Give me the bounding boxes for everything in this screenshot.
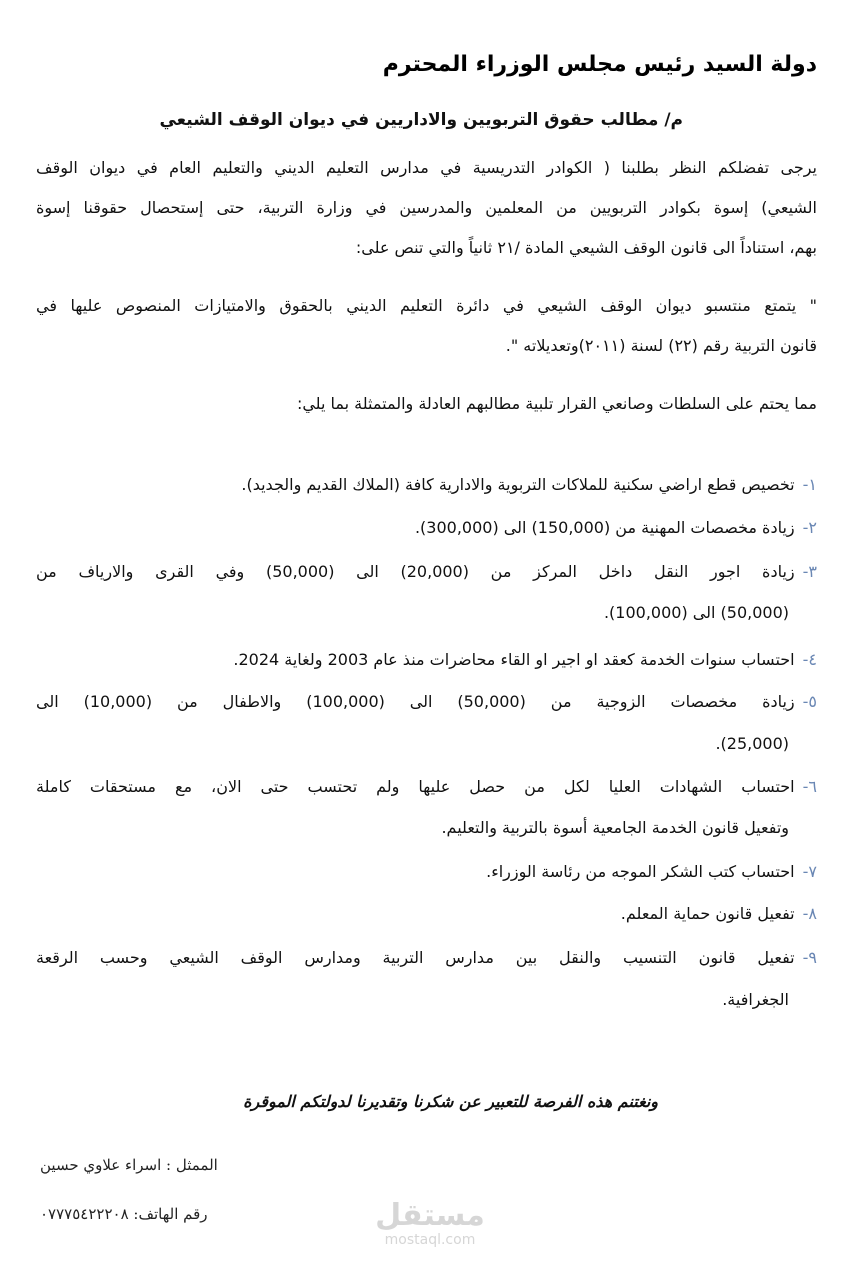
demand-text: زيادة مخصصات المهنية من (150,000) الى (300,000). bbox=[414, 518, 795, 537]
intro-line: بهم، استناداً الى قانون الوقف الشيعي المادة /٢١ ثانياً والتي تنص على: bbox=[355, 238, 817, 257]
demand-item-5 bbox=[36, 692, 817, 711]
demand-text: زيادة اجور النقل داخل المركز من (20,000) الى (50,000) وفي القرى والارياف من bbox=[36, 562, 795, 581]
demand-item-1 bbox=[241, 475, 817, 494]
demand-item-3-cont: (50,000) الى (100,000). bbox=[603, 603, 789, 622]
list-number: ٩- bbox=[802, 948, 817, 967]
demand-text: احتساب الشهادات العليا لكل من حصل عليها ولم تحتسب حتى الان، مع مستحقات كاملة bbox=[36, 777, 795, 796]
intro-line: يرجى تفضلكم النظر بطلبنا ( الكوادر التدريسية في مدارس التعليم الديني والتعليم العام في ديوان الوقف bbox=[36, 158, 817, 177]
list-number: ٣- bbox=[802, 562, 817, 581]
demand-text: تخصيص قطع اراضي سكنية للملاكات التربوية والادارية كافة (الملاك القديم والجديد). bbox=[241, 475, 795, 494]
list-number: ٧- bbox=[802, 862, 817, 881]
demand-item-5-cont: (25,000). bbox=[715, 734, 789, 753]
demand-item-7 bbox=[486, 862, 817, 881]
watermark-arabic: مستقل bbox=[375, 1198, 485, 1233]
phone-number: رقم الهاتف: ٠٧٧٧٥٤٢٢٢٠٨ bbox=[40, 1205, 208, 1223]
demand-item-6 bbox=[36, 777, 817, 796]
mostaql-watermark bbox=[365, 1200, 495, 1248]
demand-item-9-cont: الجغرافية. bbox=[722, 990, 789, 1009]
letter-subject: م/ مطالب حقوق التربويين والاداريين في ديوان الوقف الشيعي bbox=[159, 110, 683, 130]
demand-item-9 bbox=[36, 948, 817, 967]
list-number: ٨- bbox=[802, 904, 817, 923]
demand-text: تفعيل قانون حماية المعلم. bbox=[620, 904, 795, 923]
list-number: ١- bbox=[802, 475, 817, 494]
watermark-domain: mostaql.com bbox=[384, 1232, 476, 1248]
intro-line: الشيعي) إسوة بكوادر التربويين من المعلمين والمدرسين في وزارة التربية، حتى إستحصال حقوقنا إسوة bbox=[36, 198, 817, 217]
closing-statement: ونغتنم هذه الفرصة للتعبير عن شكرنا وتقديرنا لدولتكم الموقرة bbox=[243, 1092, 658, 1111]
demand-text: زيادة مخصصات الزوجية من (50,000) الى (100,000) والاطفال من (10,000) الى bbox=[36, 692, 795, 711]
quote-line: قانون التربية رقم (٢٢) لسنة (٢٠١١)وتعديلاته ". bbox=[505, 336, 817, 355]
demand-item-4 bbox=[233, 650, 817, 669]
demand-text: تفعيل قانون التنسيب والنقل بين مدارس التربية ومدارس الوقف الشيعي وحسب الرقعة bbox=[36, 948, 795, 967]
lead-in-text: مما يحتم على السلطات وصانعي القرار تلبية مطالبهم العادلة والمتمثلة بما يلي: bbox=[296, 394, 817, 413]
list-number: ٢- bbox=[802, 518, 817, 537]
letter-title: دولة السيد رئيس مجلس الوزراء المحترم bbox=[382, 52, 817, 77]
list-number: ٤- bbox=[802, 650, 817, 669]
demand-item-3 bbox=[36, 562, 817, 581]
representative-name: الممثل : اسراء علاوي حسين bbox=[40, 1156, 218, 1174]
quote-line: " يتمتع منتسبو ديوان الوقف الشيعي في دائرة التعليم الديني بالحقوق والامتيازات المنصوص عليها في bbox=[36, 296, 817, 315]
demand-text: احتساب كتب الشكر الموجه من رئاسة الوزراء. bbox=[486, 862, 795, 881]
list-number: ٦- bbox=[802, 777, 817, 796]
demand-item-6-cont: وتفعيل قانون الخدمة الجامعية أسوة بالتربية والتعليم. bbox=[441, 818, 789, 837]
list-number: ٥- bbox=[802, 692, 818, 711]
demand-item-2 bbox=[415, 518, 817, 537]
demand-item-8 bbox=[621, 904, 817, 923]
demand-text: احتساب سنوات الخدمة كعقد او اجير او القاء محاضرات منذ عام 2003 ولغاية 2024. bbox=[233, 650, 795, 669]
